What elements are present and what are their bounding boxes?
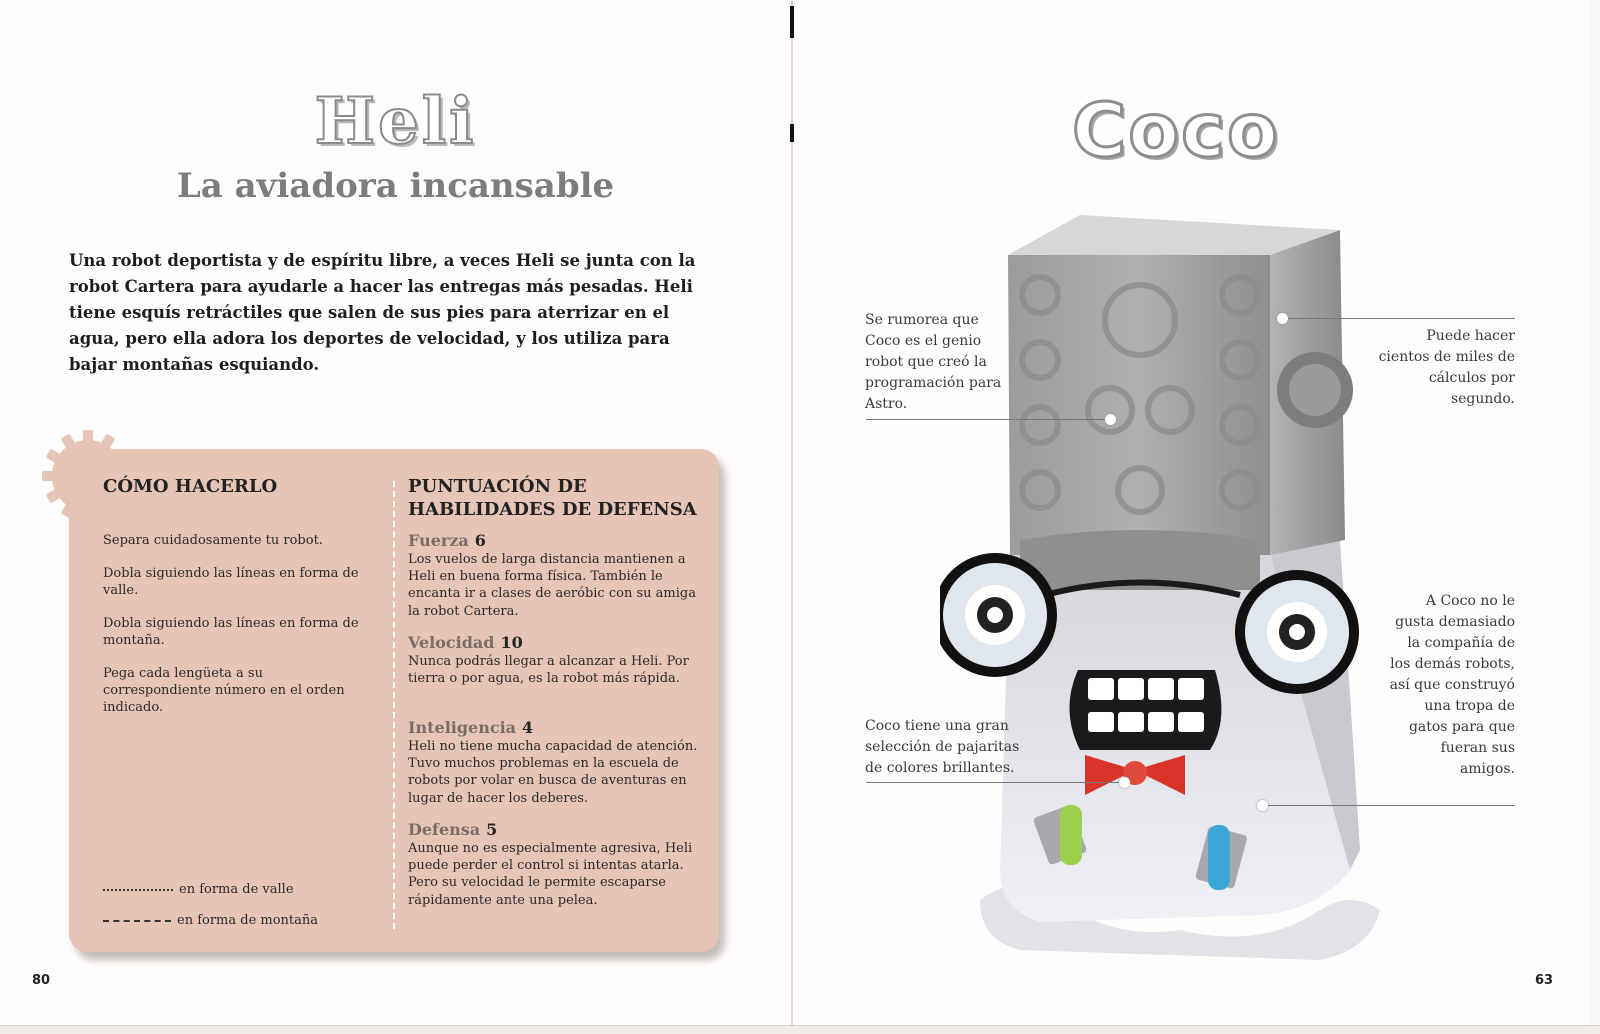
callout-dot bbox=[1277, 313, 1288, 324]
skill-defense bbox=[408, 820, 698, 909]
skill-name: Velocidad bbox=[408, 633, 495, 652]
legend-mountain-fold bbox=[103, 913, 318, 928]
legend-valley-label: en forma de valle bbox=[179, 882, 294, 897]
howto-heading: CÓMO HACERLO bbox=[103, 476, 278, 497]
skill-value: 10 bbox=[500, 633, 523, 652]
leader-line bbox=[1262, 805, 1515, 806]
coco-title: Coco bbox=[1072, 88, 1280, 174]
heli-title: Heli bbox=[314, 84, 477, 159]
leader-line bbox=[866, 782, 1124, 783]
callout-calculations: Puede hacer cientos de miles de cálculos por segundo. bbox=[1378, 328, 1515, 407]
skill-speed bbox=[408, 633, 698, 687]
dotted-line-icon bbox=[103, 889, 173, 891]
callout-bowties: Coco tiene una gran selección de pajaritas de colores brillantes. bbox=[865, 718, 1020, 776]
callout-dot bbox=[1257, 800, 1268, 811]
page-number-right: 63 bbox=[1535, 973, 1554, 988]
step-item: Separa cuidadosamente tu robot. bbox=[103, 533, 323, 548]
callout-dot bbox=[1105, 414, 1116, 425]
skill-value: 5 bbox=[486, 820, 498, 839]
coco-robot-image bbox=[940, 210, 1420, 970]
legend-valley-fold bbox=[103, 882, 294, 897]
howto-steps bbox=[103, 532, 363, 732]
leader-line bbox=[1282, 318, 1515, 319]
legend-mountain-label: en forma de montaña bbox=[177, 913, 319, 928]
skill-name: Inteligencia bbox=[408, 718, 517, 737]
skill-intelligence bbox=[408, 718, 698, 807]
callout-genius: Se rumorea que Coco es el genio robot que creó la programación para Astro. bbox=[865, 312, 1002, 412]
skill-name: Defensa bbox=[408, 820, 481, 839]
crop-mark bbox=[790, 6, 794, 38]
skill-description: Heli no tiene mucha capacidad de atención. Tuvo muchos problemas en la escuela de robots por volar en busca de aventuras en lugar de hacer los deberes. bbox=[408, 739, 698, 806]
skill-value: 4 bbox=[522, 718, 534, 737]
column-divider bbox=[393, 481, 395, 929]
step-item: Dobla siguiendo las líneas en forma de montaña. bbox=[103, 616, 359, 648]
leader-line bbox=[866, 419, 1116, 420]
callout-cats: A Coco no le gusta demasiado la compañía de los demás robots, así que construyó una tropa de gatos para que fueran sus amigos. bbox=[1389, 593, 1515, 777]
skill-description: Aunque no es especialmente agresiva, Heli puede perder el control si intentas atarla. Pero su velocidad le permite escaparse rápidamente ante una pelea. bbox=[408, 841, 693, 908]
skill-strength bbox=[408, 531, 698, 620]
callout-dot bbox=[1119, 777, 1130, 788]
spine-gutter bbox=[791, 0, 793, 1025]
step-item: Dobla siguiendo las líneas en forma de valle. bbox=[103, 566, 359, 598]
intro-paragraph: Una robot deportista y de espíritu libre, a veces Heli se junta con la robot Cartera para ayudarle a hacer las entregas más pesadas. Heli tiene esquís retráctiles que salen de sus pies para aterrizar en el agua, pero ella adora los deportes de velocidad, y los utiliza para bajar montañas esquiando. bbox=[69, 251, 696, 374]
skill-description: Nunca podrás llegar a alcanzar a Heli. Por tierra o por agua, es la robot más rápida. bbox=[408, 654, 689, 687]
skill-description: Los vuelos de larga distancia mantienen a Heli en buena forma física. También le encanta ir a clases de aeróbic con su amiga la robot Cartera. bbox=[408, 552, 696, 619]
step-item: Pega cada lengüeta a su correspondiente número en el orden indicado. bbox=[103, 666, 345, 715]
heli-subtitle: La aviadora incansable bbox=[176, 166, 615, 206]
skill-value: 6 bbox=[474, 531, 486, 550]
skill-name: Fuerza bbox=[408, 531, 469, 550]
dashed-line-icon bbox=[103, 920, 171, 922]
skills-heading: PUNTUACIÓN DE HABILIDADES DE DEFENSA bbox=[408, 476, 697, 520]
page-number-left: 80 bbox=[32, 973, 51, 988]
